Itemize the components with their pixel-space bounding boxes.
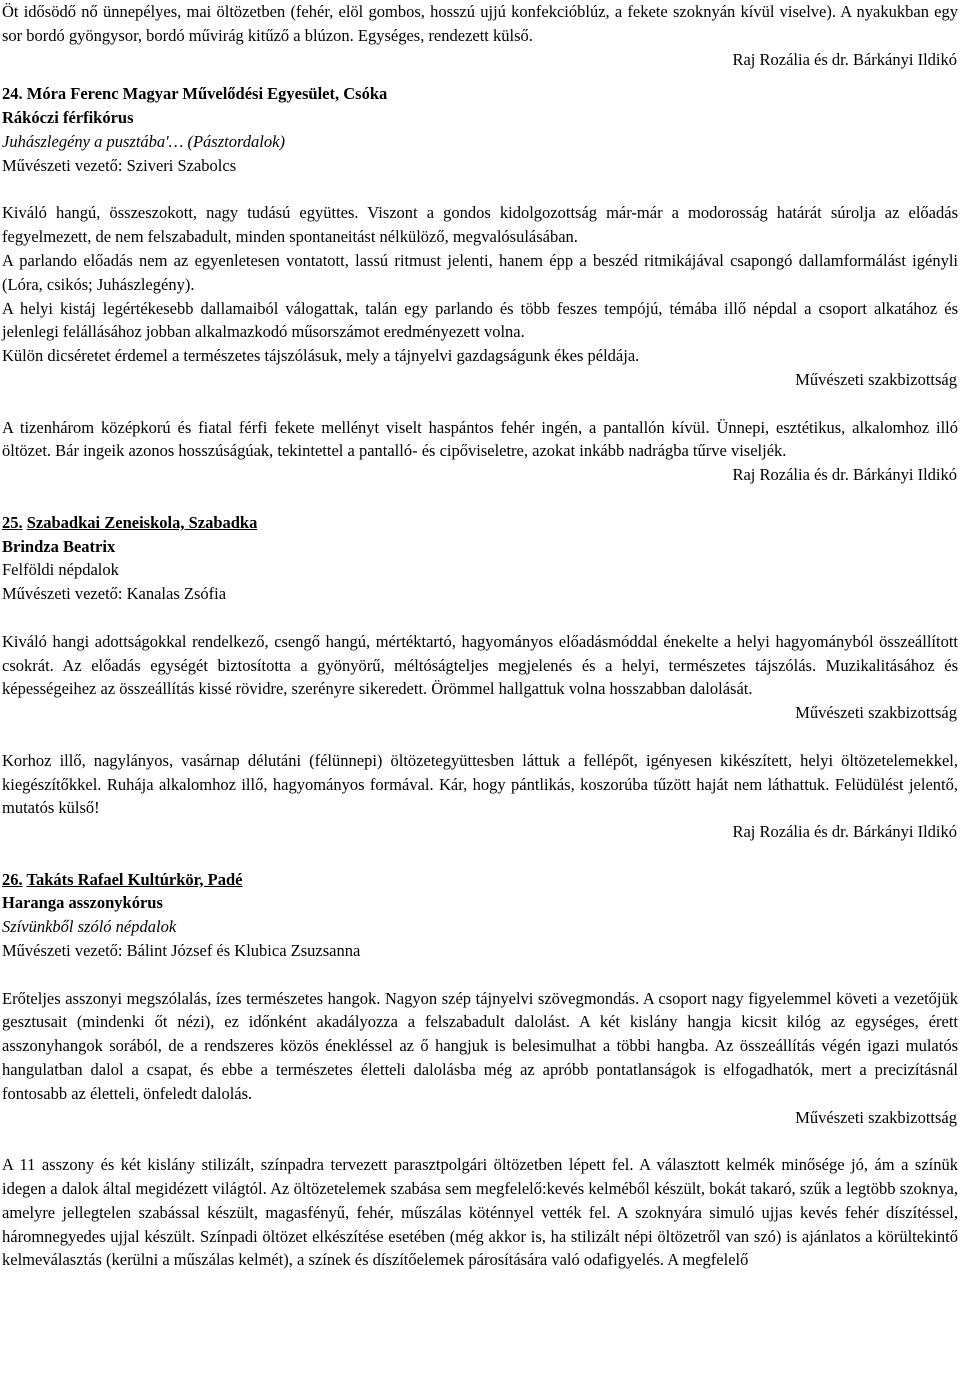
entry-25 [2, 511, 958, 844]
spacer [2, 725, 958, 749]
entry-25-review: Kiváló hangi adottságokkal rendelkező, csengő hangú, mértéktartó, hagyományos előadásmóddal énekelte a helyi hagyományból összeállított csokrát. Az előadás egységét biztosította a gyönyörű, méltóságteljes megjelenés és a helyi, természetes tájszólás. Muzikalitásához és képességeihez az összeállítás kissé rövidre, szerényre sikeredett. Örömmel hallgattuk volna hosszabban dalolását. [2, 631, 958, 699]
entry-24 [2, 82, 958, 487]
entry-26-costume: A 11 asszony és két kislány stilizált, színpadra tervezett parasztpolgári öltözetben lépett fel. A választott kelmék minősége jó, ám a színük idegen a dalok által megidézett világtól. Az öltözetelemek szabása sem megfelelő:kevés kelméből készült, bokát takaró, szűk a legtöbb szoknya, amelyre jellegtelen szabással készült, magasfényű, fehér, műszálas köténnyel vették fel. A szoknyára simuló ujjas kevés fehér díszítéssel, háromnegyedes ujjal készült. Színpadi öltözet elkészítése esetében (még akkor is, ha stilizált népi öltözetről van szó) is ajánlatos a körültekintő kelmeválasztás (kerülni a műszálas kelmét), a színek és díszítőelemek párosítására való odafigyelés. A megfelelő [2, 1155, 958, 1270]
spacer [2, 1129, 958, 1153]
entry-26-review: Erőteljes asszonyi megszólalás, ízes természetes hangok. Nagyon szép tájnyelvi szövegmondás. A csoport nagy figyelemmel követi a vezetőjük gesztusait (mindenki őt nézi), ez időnként akadályozza a felszabadult dalolást. A két kislány hangja kicsit kilóg az egységes, érett asszonyhangok sorából, de a rendszeres közös énekléssel az ő hangjuk is belesimulhat a többi hangba. Az összeállítás végén igazi mulatós hangulatban dalol a csapat, és ebbe a természetes életteli dalolásba még az apróbb pontatlanságok is elfogadhatók, mert a precizításnál fontosabb az életteli, önfeledt dalolás. [2, 988, 958, 1103]
entry-26-songs: Szívünkből szóló népdalok [2, 917, 177, 937]
entry-25-leader: Művészeti vezető: Kanalas Zsófia [2, 584, 227, 604]
entry-26-group: Haranga asszonykórus [2, 893, 163, 913]
spacer [2, 963, 958, 987]
spacer [2, 487, 958, 511]
entry-24-costume: A tizenhárom középkorú és fiatal férfi fekete mellényt viselt haspántos fehér ingén, a pantallón kívül. Ünnepi, esztétikus, alkalomhoz illó öltözet. Bár ingeik azonos hosszúságúak, tekintettel a pantalló- és cipőviseletre, azokat inkább nadrágba tűrve viseljék. [2, 417, 958, 461]
entry-24-heading [2, 82, 958, 106]
entry-24-review-1a: Kiváló hangú, összeszokott, nagy tudású együttes. [2, 203, 359, 223]
entry-24-ensemble: Móra Ferenc Magyar Művelődési Egyesület, Csóka [26, 84, 388, 104]
spacer [2, 844, 958, 868]
spacer [2, 606, 958, 630]
entry-25-songs: Felföldi népdalok [2, 560, 119, 580]
spacer [2, 392, 958, 416]
entry-25-group: Brindza Beatrix [2, 536, 116, 556]
entry-26-leader: Művészeti vezető: Bálint József és Klubica Zsuzsanna [2, 941, 361, 961]
entry-24-number: 24. [2, 84, 23, 104]
entry-26-signature-committee: Művészeti szakbizottság [795, 1107, 957, 1127]
entry-26-heading [2, 868, 958, 892]
entry-24-review-1b: Viszont a gondos kidolgozottság már-már a modorosság határát súrolja az előadás fegyelmezett, de nem felszabadult, minden spontaneitást nélkülöző, megvalósulásában. [2, 203, 958, 247]
entry-24-review-2: A parlando előadás nem az egyenletesen vontatott, lassú ritmust jelenti, hanem épp a beszéd ritmikájával csapongó dallamformálást igényli (Lóra, csikós; Juhászlegény). [2, 250, 958, 294]
entry-24-group: Rákóczi férfikórus [2, 108, 134, 128]
entry-25-signature-committee: Művészeti szakbizottság [795, 703, 957, 723]
entry-24-leader: Művészeti vezető: Sziveri Szabolcs [2, 155, 237, 175]
entry-24-signature-costume: Raj Rozália és dr. Bárkányi Ildikó [732, 465, 957, 485]
entry-25-costume: Korhoz illő, nagylányos, vasárnap délutáni (félünnepi) öltözetegyüttesben láttuk a fellépőt, igényesen kikészített, helyi öltözetelemekkel, kiegészítőkkel. Ruhája alkalomhoz illő, hagyományos formával. Kár, hogy pántlikás, koszorúba tűzött haját nem láthattuk. Felüdülést jelentő, mutatós külső! [2, 750, 958, 818]
entry-26-number: 26. [2, 869, 23, 889]
entry-24-review-1 [2, 201, 958, 249]
entry-26 [2, 868, 958, 1273]
entry-24-songs: Juhászlegény a pusztába'… (Pásztordalok) [2, 131, 285, 151]
entry-25-heading [2, 511, 958, 535]
signature-costume-prev: Raj Rozália és dr. Bárkányi Ildikó [732, 49, 957, 69]
entry-25-ensemble: Szabadkai Zeneiskola, Szabadka [26, 512, 258, 532]
entry-24-review-3: A helyi kistáj legértékesebb dallamaiból válogattak, talán egy parlando és több feszes tempójú, témába illő népdal a csoport alkatához és jelenlegi felállásához jobban alkalmazkodó műsorszámot eredményezett volna. [2, 298, 958, 342]
entry-25-number: 25. [2, 512, 23, 532]
entry-25-signature-costume: Raj Rozália és dr. Bárkányi Ildikó [732, 822, 957, 842]
document-page [2, 0, 958, 1272]
entry-24-review-4: Külön dicséretet érdemel a természetes tájszólásuk, mely a tájnyelvi gazdagságunk ékes példája. [2, 346, 640, 366]
spacer [2, 178, 958, 202]
costume-paragraph-prev: Öt idősödő nő ünnepélyes, mai öltözetben (fehér, elöl gombos, hosszú ujjú konfekcióblúz, a fekete szoknyán kívül viselve). A nyakukban egy sor bordó gyöngysor, bordó művirág kitűző a blúzon. Egységes, rendezett külső. [2, 2, 958, 45]
entry-26-ensemble: Takáts Rafael Kultúrkör, Padé [26, 869, 243, 889]
entry-24-signature-committee: Művészeti szakbizottság [795, 369, 957, 389]
